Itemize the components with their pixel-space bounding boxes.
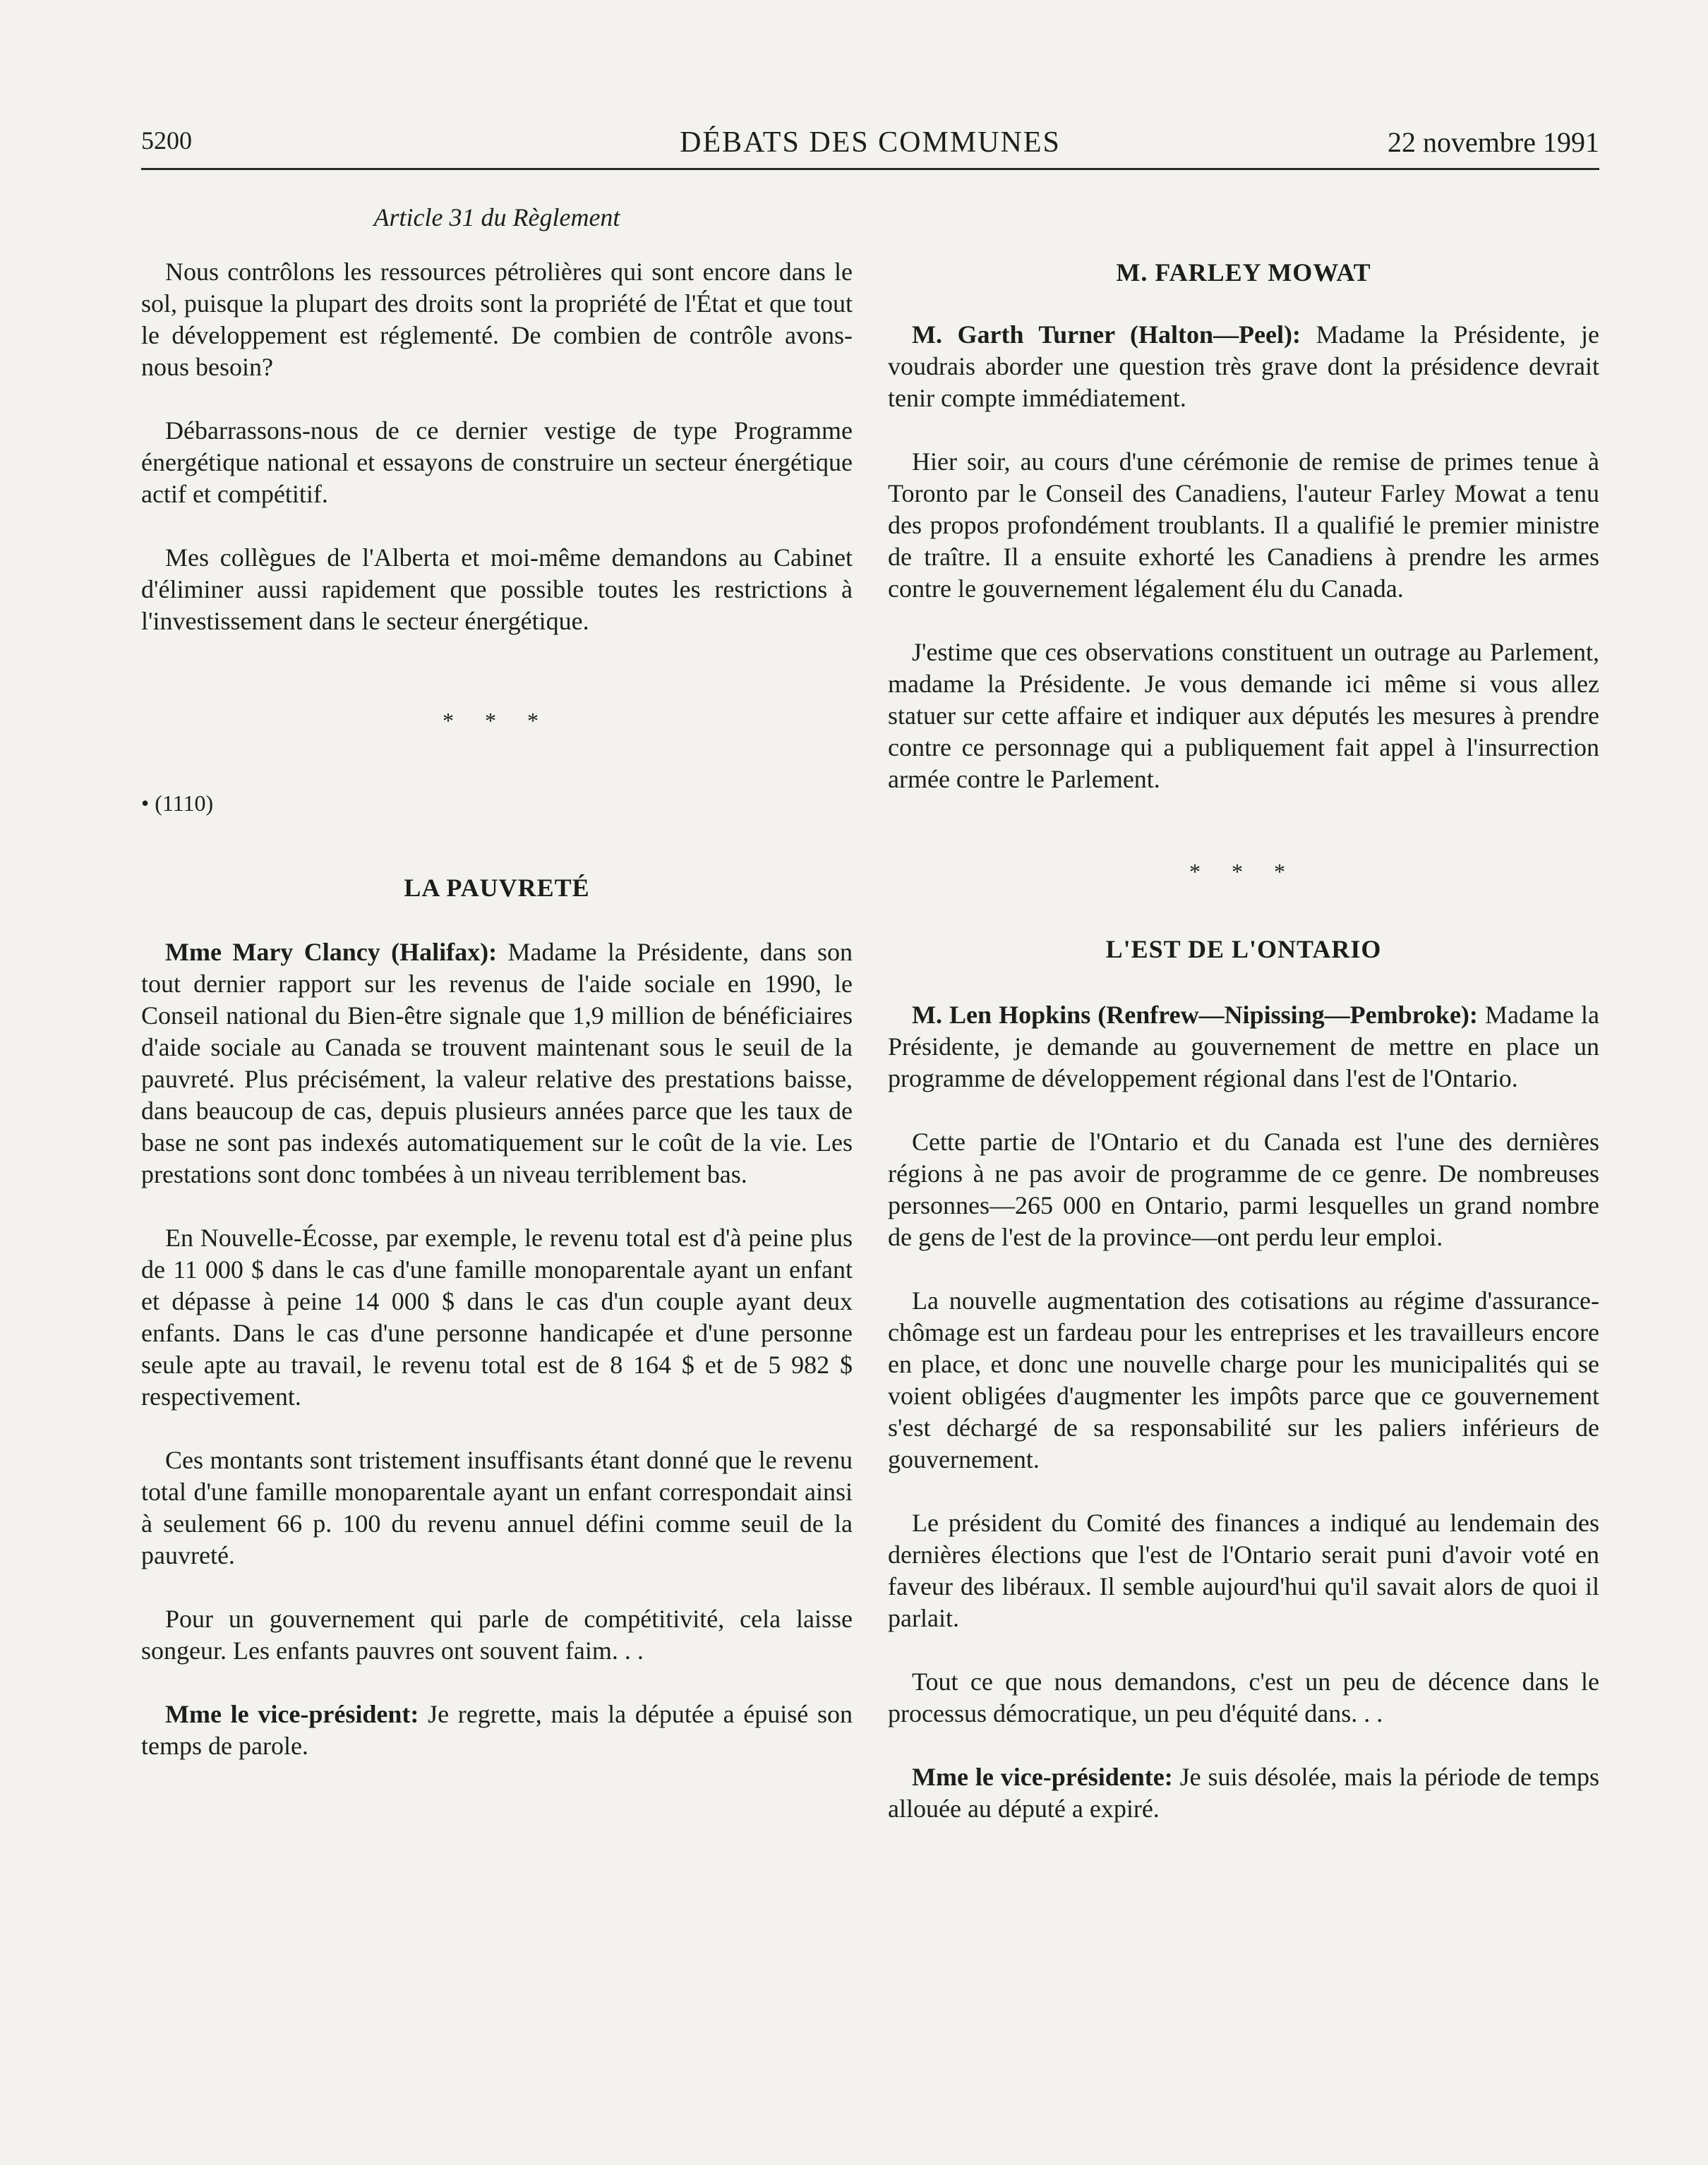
speech-paragraph [888, 999, 1599, 1094]
speech-paragraph [141, 936, 853, 1190]
page-header [141, 126, 1599, 170]
speech-text: Madame la Présidente, je demande au gouvernement de mettre en place un programme de développement régional dans l'est de l'Ontario. [888, 1001, 1599, 1092]
paragraph: Débarrassons-nous de ce dernier vestige de type Programme énergétique national et essayons de construire un secteur énergétique actif et compétitif. [141, 416, 853, 508]
rule-reference: Article 31 du Règlement [373, 203, 620, 231]
paragraph: Ces montants sont tristement insuffisants étant donné que le revenu total d'une famille monoparentale ayant un enfant correspondait ainsi à seulement 66 p. 100 du revenu annuel défini comme seuil de la pauvreté. [141, 1446, 853, 1569]
publication-date: 22 novembre 1991 [1388, 126, 1599, 158]
section-heading: L'EST DE L'ONTARIO [1105, 935, 1382, 963]
speech-paragraph [888, 319, 1599, 414]
paragraph: J'estime que ces observations constituent un outrage au Parlement, madame la Présidente. Je vous demande ici même si vous allez statuer sur cette affaire et indiquer aux députés les mesures à prendre contre ce personnage qui a publiquement fait appel à l'insurrection armée contre le Parlement. [888, 638, 1599, 793]
speaker-name: Mme Mary Clancy (Halifax): [165, 938, 498, 966]
paragraph: En Nouvelle-Écosse, par exemple, le revenu total est d'à peine plus de 11 000 $ dans le cas d'une famille monoparentale ayant un enfant et dépasse à peine 14 000 $ dans le cas d'un couple ayant deux enfants. Dans le cas d'une personne handicapée et d'une personne seule apte au travail, le revenu total est de 8 164 $ et de 5 982 $ respectivement. [141, 1224, 853, 1411]
section-heading: LA PAUVRETÉ [404, 874, 590, 902]
paragraph: Le président du Comité des finances a indiqué au lendemain des dernières élections que l'est de l'Ontario serait puni d'avoir voté en faveur des libéraux. Il semble aujourd'hui qu'il savait alors de quoi il parlait. [888, 1509, 1599, 1632]
right-column [888, 194, 1599, 1825]
speaker-name: M. Garth Turner (Halton—Peel): [912, 320, 1301, 349]
paragraph: La nouvelle augmentation des cotisations au régime d'assurance-chômage est un fardeau pour les entreprises et les travailleurs encore en place, et donc une nouvelle charge pour les municipalités qui se voient obligées d'augmenter les impôts parce que ce gouvernement s'est déchargé de sa responsabilité sur les paliers inférieurs de gouvernement. [888, 1286, 1599, 1473]
speech-text: Je suis désolée, mais la période de temps allouée au député a expiré. [888, 1763, 1599, 1823]
left-column [141, 194, 853, 1762]
speech-text: Madame la Présidente, je voudrais aborder une question très grave dont la présidence devrait tenir compte immédiatement. [888, 320, 1600, 412]
section-separator: * * * [1189, 859, 1298, 884]
publication-title: DÉBATS DES COMMUNES [680, 126, 1061, 159]
speech-text: Madame la Présidente, dans son tout dernier rapport sur les revenus de l'aide sociale en 1990, le Conseil national du Bien-être signale que 1,9 million de bénéficiaires d'aide sociale au Canada se trouvent maintenant sous le seuil de la pauvreté. Plus précisément, la valeur relative des prestations baisse, dans beaucoup de cas, depuis plusieurs années parce que les taux de base ne sont pas indexés automatiquement sur le coût de la vie. Les prestations sont donc tombées à un niveau terriblement bas. [141, 938, 853, 1188]
paragraph: Cette partie de l'Ontario et du Canada est l'une des dernières régions à ne pas avoir de programme de ce genre. De nombreuses personnes—265 000 en Ontario, parmi lesquelles un grand nombre de gens de l'est de la province—ont perdu leur emploi. [888, 1128, 1599, 1251]
speaker-name: Mme le vice-présidente: [912, 1763, 1173, 1791]
paragraph: Tout ce que nous demandons, c'est un peu de décence dans le processus démocratique, un peu d'équité dans. . . [888, 1668, 1599, 1727]
paragraph: Pour un gouvernement qui parle de compétitivité, cela laisse songeur. Les enfants pauvres ont souvent faim. . . [141, 1605, 853, 1665]
section-separator: * * * [443, 708, 551, 733]
speech-paragraph [888, 1761, 1599, 1825]
paragraph: Nous contrôlons les ressources pétrolières qui sont encore dans le sol, puisque la plupart des droits sont la propriété de l'État et que tout le développement est réglementé. De combien de contrôle avons-nous besoin? [141, 258, 853, 381]
speech-text: Je regrette, mais la députée a épuisé son temps de parole. [141, 1700, 853, 1760]
speaker-name: M. Len Hopkins (Renfrew—Nipissing—Pembroke): [912, 1001, 1478, 1029]
time-marker: • (1110) [141, 790, 214, 816]
paragraph: Hier soir, au cours d'une cérémonie de remise de primes tenue à Toronto par le Conseil des Canadiens, l'auteur Farley Mowat a tenu des propos profondément troublants. Il a qualifié le premier ministre de traître. Il a ensuite exhorté les Canadiens à prendre les armes contre le gouvernement légalement élu du Canada. [888, 447, 1599, 603]
page-number: 5200 [141, 126, 192, 155]
speaker-name: Mme le vice-président: [165, 1700, 419, 1728]
section-heading: M. FARLEY MOWAT [1116, 258, 1371, 287]
paragraph: Mes collègues de l'Alberta et moi-même demandons au Cabinet d'éliminer aussi rapidement que possible toutes les restrictions à l'investissement dans le secteur énergétique. [141, 543, 853, 635]
speech-paragraph [141, 1699, 853, 1762]
